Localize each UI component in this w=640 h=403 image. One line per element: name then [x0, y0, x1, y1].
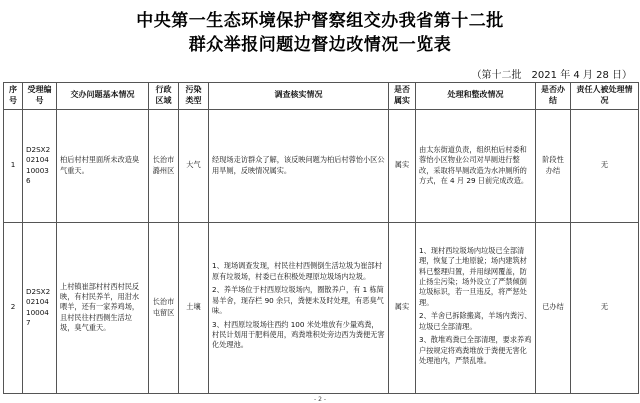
table-header-row: [4, 83, 639, 110]
cell-pollution: 大气: [179, 109, 209, 222]
header-pollution: 污染类型: [179, 83, 209, 110]
header-is-true: 是否属实: [389, 83, 416, 110]
page-number: - 2 -: [314, 396, 326, 403]
cell-handling: [416, 222, 536, 393]
finding-item: 1、现场调查发现，村民往村西侧倒生活垃圾为崔部村原有垃圾场，村委已在积极处理原垃圾场内垃圾。: [212, 261, 382, 281]
report-table: [3, 82, 639, 394]
cell-is-true: 属实: [389, 109, 416, 222]
cell-issue: 上村镇崔部村村西村民反映，有村民养羊，用泔水喂羊，还有一家养鸡场，且村民往村西侧生活垃圾，臭气重天。: [57, 222, 149, 393]
header-handling: 处理和整改情况: [416, 83, 536, 110]
cell-id: D2SX202104100047: [23, 222, 57, 393]
cell-closed: 已办结: [536, 222, 571, 393]
cell-closed: 阶段性办结: [536, 109, 571, 222]
cell-issue: 柏后村村里面所未改造臭气重天。: [57, 109, 149, 222]
cell-pollution: 土壤: [179, 222, 209, 393]
document-title-line-1: 中央第一生态环境保护督察组交办我省第十二批: [136, 11, 504, 31]
cell-findings: 经现场走访群众了解，该反映问题为柏后村蓉怡小区公用旱厕，反映情况属实。: [209, 109, 389, 222]
header-issue: 交办问题基本情况: [57, 83, 149, 110]
cell-handling: 由太东街道负责，组织柏后村委和蓉怡小区物业公司对旱厕进行整改，采取将旱厕改造为水冲厕所的方式，在 4 月 29 日前完成改造。: [416, 109, 536, 222]
document-title-line-2: 群众举报问题边督边改情况一览表: [188, 35, 452, 55]
finding-item: 2、养羊场位于村西原垃圾场内，圈散养户，有 1 栋简易羊舍，现存栏 90 余只，粪便未及时处理，有恶臭气味。: [212, 285, 384, 316]
batch-date: （第十二批 2021 年 4 月 28 日）: [471, 70, 632, 81]
table-row: [4, 109, 639, 222]
cell-id: D2SX202104100036: [23, 109, 57, 222]
handling-item: 3、散堆鸡粪已全部清理，要求养鸡户按规定将鸡粪堆放于粪便无害化处理池内，严禁乱堆。: [419, 335, 532, 366]
cell-seq: 2: [4, 222, 23, 393]
cell-is-true: 属实: [389, 222, 416, 393]
finding-item: 3、村西原垃圾场往西约 100 米处堆放有少量鸡粪，村民计划用于肥料使用，鸡粪堆积处旁边西为粪便无害化处理池。: [212, 319, 385, 350]
cell-district: 长治市潞州区: [149, 109, 179, 222]
handling-item: 2、羊舍已拆除搬离，羊场内粪污、垃圾已全部清理。: [419, 311, 532, 331]
cell-accountability: 无: [571, 109, 639, 222]
header-closed: 是否办结: [536, 83, 571, 110]
header-district: 行政区域: [149, 83, 179, 110]
header-findings: 调查核实情况: [209, 83, 389, 110]
header-seq: 序号: [4, 83, 23, 110]
header-id: 受理编号: [23, 83, 57, 110]
header-accountability: 责任人被处理情况: [571, 83, 639, 110]
handling-item: 1、现村西垃圾场内垃圾已全部清理，恢复了土地原貌；场内建筑材料已整理归置，并用绿网覆盖，防止扬尘污染；场外设立了严禁倾倒垃圾标识，若一旦违反，将严惩处理。: [419, 245, 527, 307]
table-row: [4, 222, 639, 393]
cell-seq: 1: [4, 109, 23, 222]
cell-district: 长治市屯留区: [149, 222, 179, 393]
cell-findings: [209, 222, 389, 393]
cell-accountability: 无: [571, 222, 639, 393]
